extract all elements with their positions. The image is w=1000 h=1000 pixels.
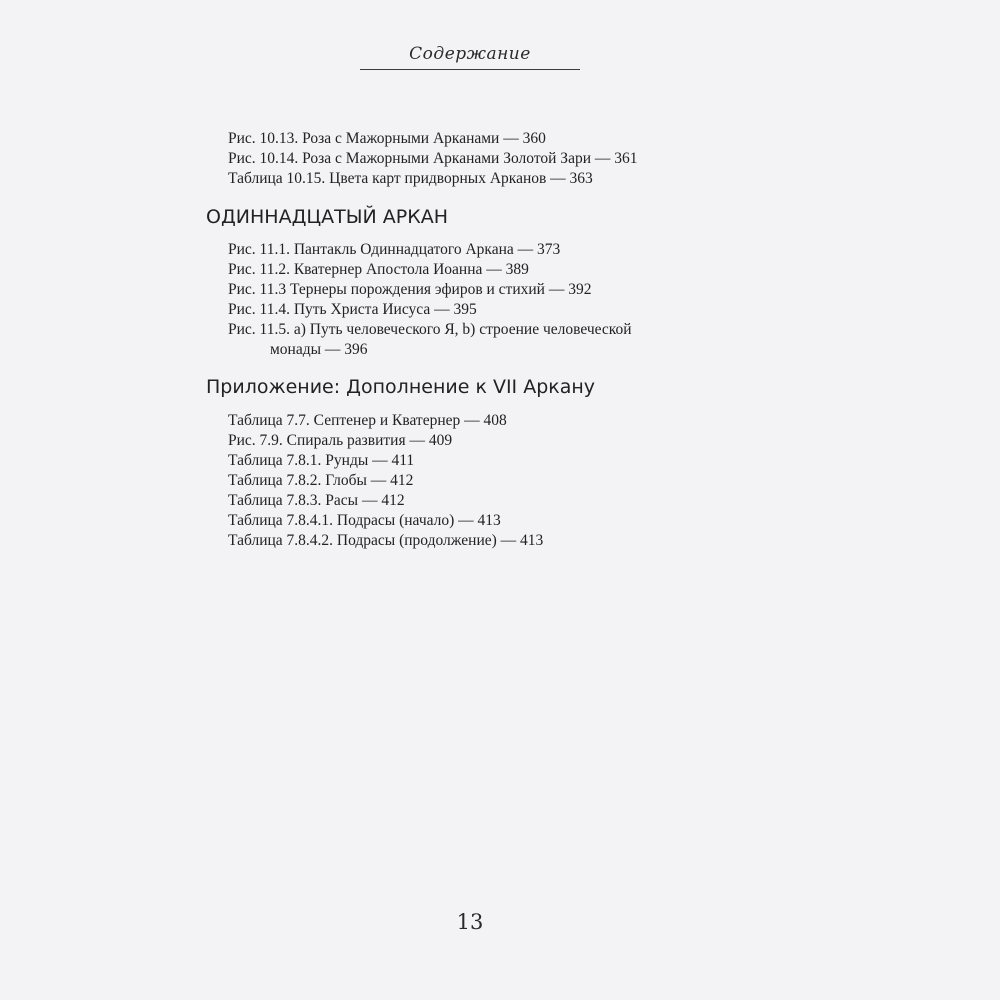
toc-entry: Рис. 7.9. Спираль развития — 409 [228,432,453,449]
section-heading-eleventh-arcanum: ОДИННАДЦАТЫЙ АРКАН [206,206,449,228]
toc-entry: Таблица 7.8.2. Глобы — 412 [228,472,414,489]
toc-entry: Рис. 11.1. Пантакль Одиннадцатого Аркана — 373 [228,241,561,258]
toc-entry: Таблица 7.8.1. Рунды — 411 [228,452,415,469]
toc-entry: Таблица 7.8.3. Расы — 412 [228,492,405,509]
toc-entry: Рис. 11.3 Тернеры порождения эфиров и стихий — 392 [228,281,592,298]
toc-entry: Таблица 7.8.4.2. Подрасы (продолжение) — 413 [228,532,544,549]
toc-entry: Рис. 10.14. Роза с Мажорными Арканами Золотой Зари — 361 [228,150,638,167]
toc-entry: Рис. 11.2. Кватернер Апостола Иоанна — 389 [228,261,529,278]
toc-entry: Рис. 11.4. Путь Христа Иисуса — 395 [228,301,477,318]
toc-entry: Рис. 11.5. а) Путь человеческого Я, b) строение человеческой [228,321,632,338]
toc-entry: Таблица 10.15. Цвета карт придворных Арканов — 363 [228,170,593,187]
page-number: 13 [456,910,484,934]
toc-entry: Таблица 7.7. Септенер и Кватернер — 408 [228,412,507,429]
toc-entry: Таблица 7.8.4.1. Подрасы (начало) — 413 [228,512,501,529]
section-heading-appendix: Приложение: Дополнение к VII Аркану [206,376,596,398]
running-head: Содержание [409,44,531,64]
toc-entry: Рис. 10.13. Роза с Мажорными Арканами — 360 [228,130,546,147]
running-head-rule [360,69,580,70]
toc-entry-continuation: монады — 396 [270,341,368,358]
